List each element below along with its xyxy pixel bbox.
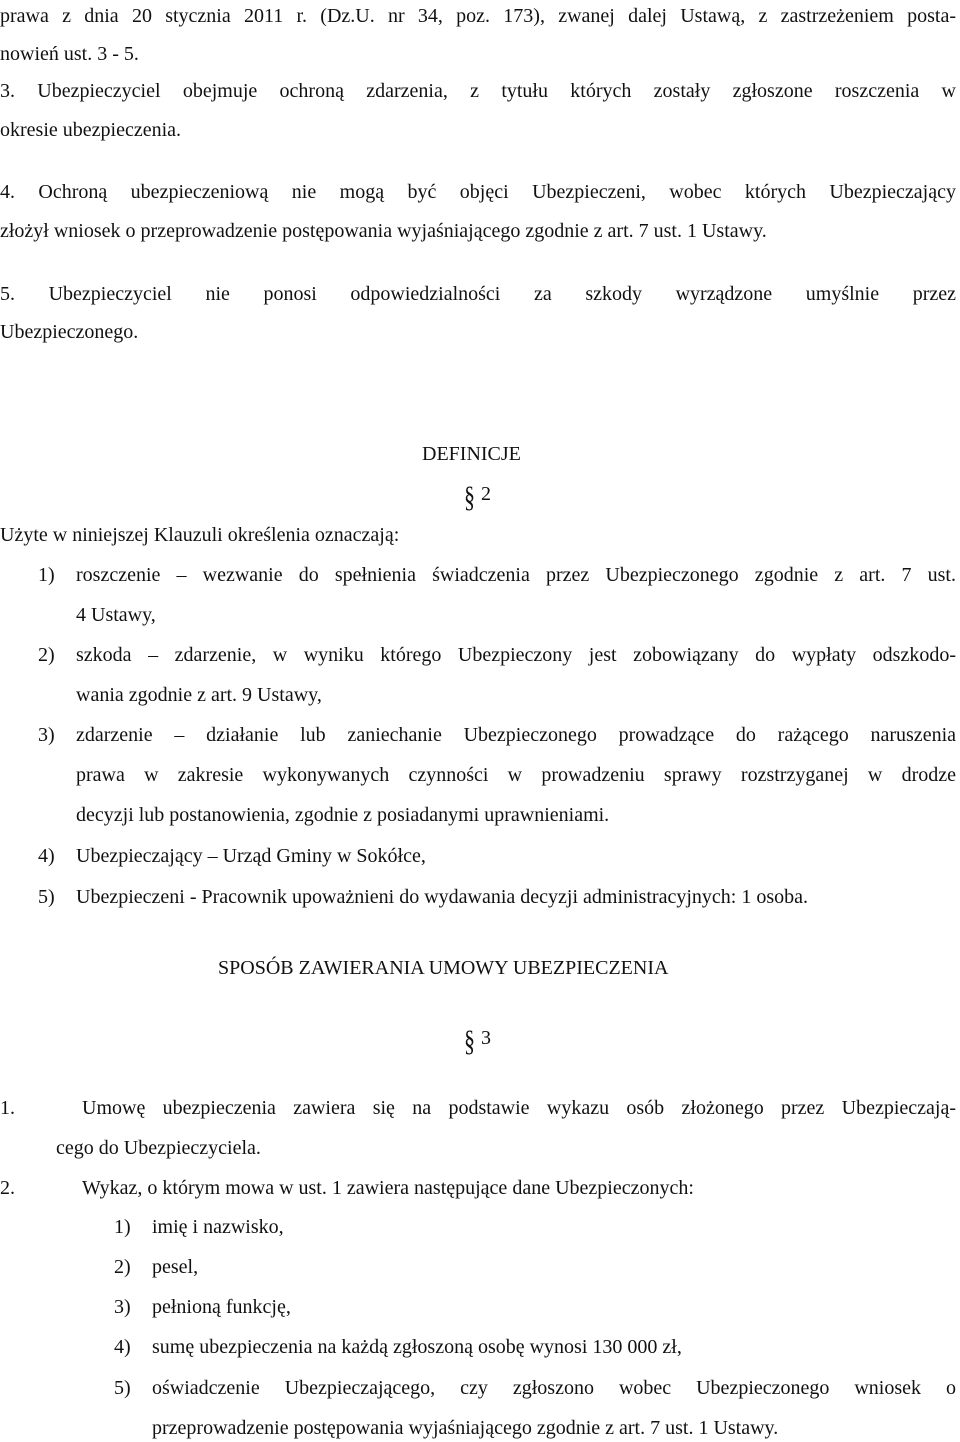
section-sign: §: [464, 1023, 475, 1058]
contract-point-1-line-2: cego do Ubezpieczyciela.: [56, 1137, 261, 1159]
data-item-2-text: pesel,: [152, 1256, 199, 1278]
definition-4-line-1: Ubezpieczający – Urząd Gminy w Sokółce,: [76, 845, 426, 867]
paragraph-4-line-2: złożył wniosek o przeprowadzenie postępowania wyjaśniającego zgodnie z art. 7 ust. 1 Ustawy.: [0, 220, 767, 242]
data-item-5-number: 5): [114, 1377, 131, 1399]
definition-5-line-1: Ubezpieczeni - Pracownik upoważnieni do wydawania decyzji administracyjnych: 1 osoba.: [76, 886, 808, 908]
paragraph-3-line-1: 3. Ubezpieczyciel obejmuje ochroną zdarzenia, z tytułu których zostały zgłoszone roszczenia w: [0, 80, 956, 102]
section-sign: §: [464, 479, 475, 514]
paragraph-4-line-1: 4. Ochroną ubezpieczeniową nie mogą być objęci Ubezpieczeni, wobec których Ubezpieczający: [0, 181, 956, 203]
contract-point-2-number: 2.: [0, 1177, 15, 1199]
definition-1-number: 1): [38, 564, 55, 586]
data-item-4-text: sumę ubezpieczenia na każdą zgłoszoną osobę wynosi 130 000 zł,: [152, 1336, 682, 1358]
data-item-4-number: 4): [114, 1336, 131, 1358]
contract-point-1-number: 1.: [0, 1097, 15, 1119]
data-item-3-number: 3): [114, 1296, 131, 1318]
section-2-marker: [464, 479, 491, 514]
data-item-5-line-1: oświadczenie Ubezpieczającego, czy zgłoszono wobec Ubezpieczonego wniosek o: [152, 1377, 956, 1399]
definition-3-line-3: decyzji lub postanowienia, zgodnie z posiadanymi uprawnieniami.: [76, 804, 610, 826]
definition-1-line-2: 4 Ustawy,: [76, 604, 156, 626]
definitions-lead: Użyte w niniejszej Klauzuli określenia oznaczają:: [0, 524, 400, 546]
definition-5-number: 5): [38, 886, 55, 908]
data-item-2-number: 2): [114, 1256, 131, 1278]
section-number: 3: [481, 1027, 491, 1049]
definition-3-line-2: prawa w zakresie wykonywanych czynności w prowadzeniu sprawy rozstrzyganej w drodze: [76, 764, 956, 786]
data-item-5-line-2: przeprowadzenie postępowania wyjaśniającego zgodnie z art. 7 ust. 1 Ustawy.: [152, 1417, 779, 1439]
definition-1-line-1: roszczenie – wezwanie do spełnienia świadczenia przez Ubezpieczonego zgodnie z art. 7 ust.: [76, 564, 956, 586]
data-item-1-text: imię i nazwisko,: [152, 1216, 284, 1238]
definition-3-line-1: zdarzenie – działanie lub zaniechanie Ubezpieczonego prowadzące do rażącego naruszenia: [76, 724, 956, 746]
definition-2-line-1: szkoda – zdarzenie, w wyniku którego Ubezpieczony jest zobowiązany do wypłaty odszkodo-: [76, 644, 956, 666]
definition-3-number: 3): [38, 724, 55, 746]
data-item-3-text: pełnioną funkcję,: [152, 1296, 291, 1318]
paragraph-5-line-1: 5. Ubezpieczyciel nie ponosi odpowiedzialności za szkody wyrządzone umyślnie przez: [0, 283, 956, 305]
intro-line-1: prawa z dnia 20 stycznia 2011 r. (Dz.U. nr 34, poz. 173), zwanej dalej Ustawą, z zastrzeżeniem posta-: [0, 5, 956, 27]
definition-2-line-2: wania zgodnie z art. 9 Ustawy,: [76, 684, 322, 706]
definition-4-number: 4): [38, 845, 55, 867]
definitions-heading: DEFINICJE: [422, 443, 521, 465]
data-item-1-number: 1): [114, 1216, 131, 1238]
paragraph-5-line-2: Ubezpieczonego.: [0, 321, 139, 343]
section-number: 2: [481, 483, 491, 505]
contract-heading: SPOSÓB ZAWIERANIA UMOWY UBEZPIECZENIA: [218, 957, 669, 979]
definition-2-number: 2): [38, 644, 55, 666]
contract-point-1-line-1: Umowę ubezpieczenia zawiera się na podstawie wykazu osób złożonego przez Ubezpieczają-: [82, 1097, 956, 1119]
contract-point-2-line-1: Wykaz, o którym mowa w ust. 1 zawiera następujące dane Ubezpieczonych:: [82, 1177, 694, 1199]
section-3-marker: [464, 1023, 491, 1058]
intro-line-2: nowień ust. 3 - 5.: [0, 43, 139, 65]
paragraph-3-line-2: okresie ubezpieczenia.: [0, 119, 182, 141]
